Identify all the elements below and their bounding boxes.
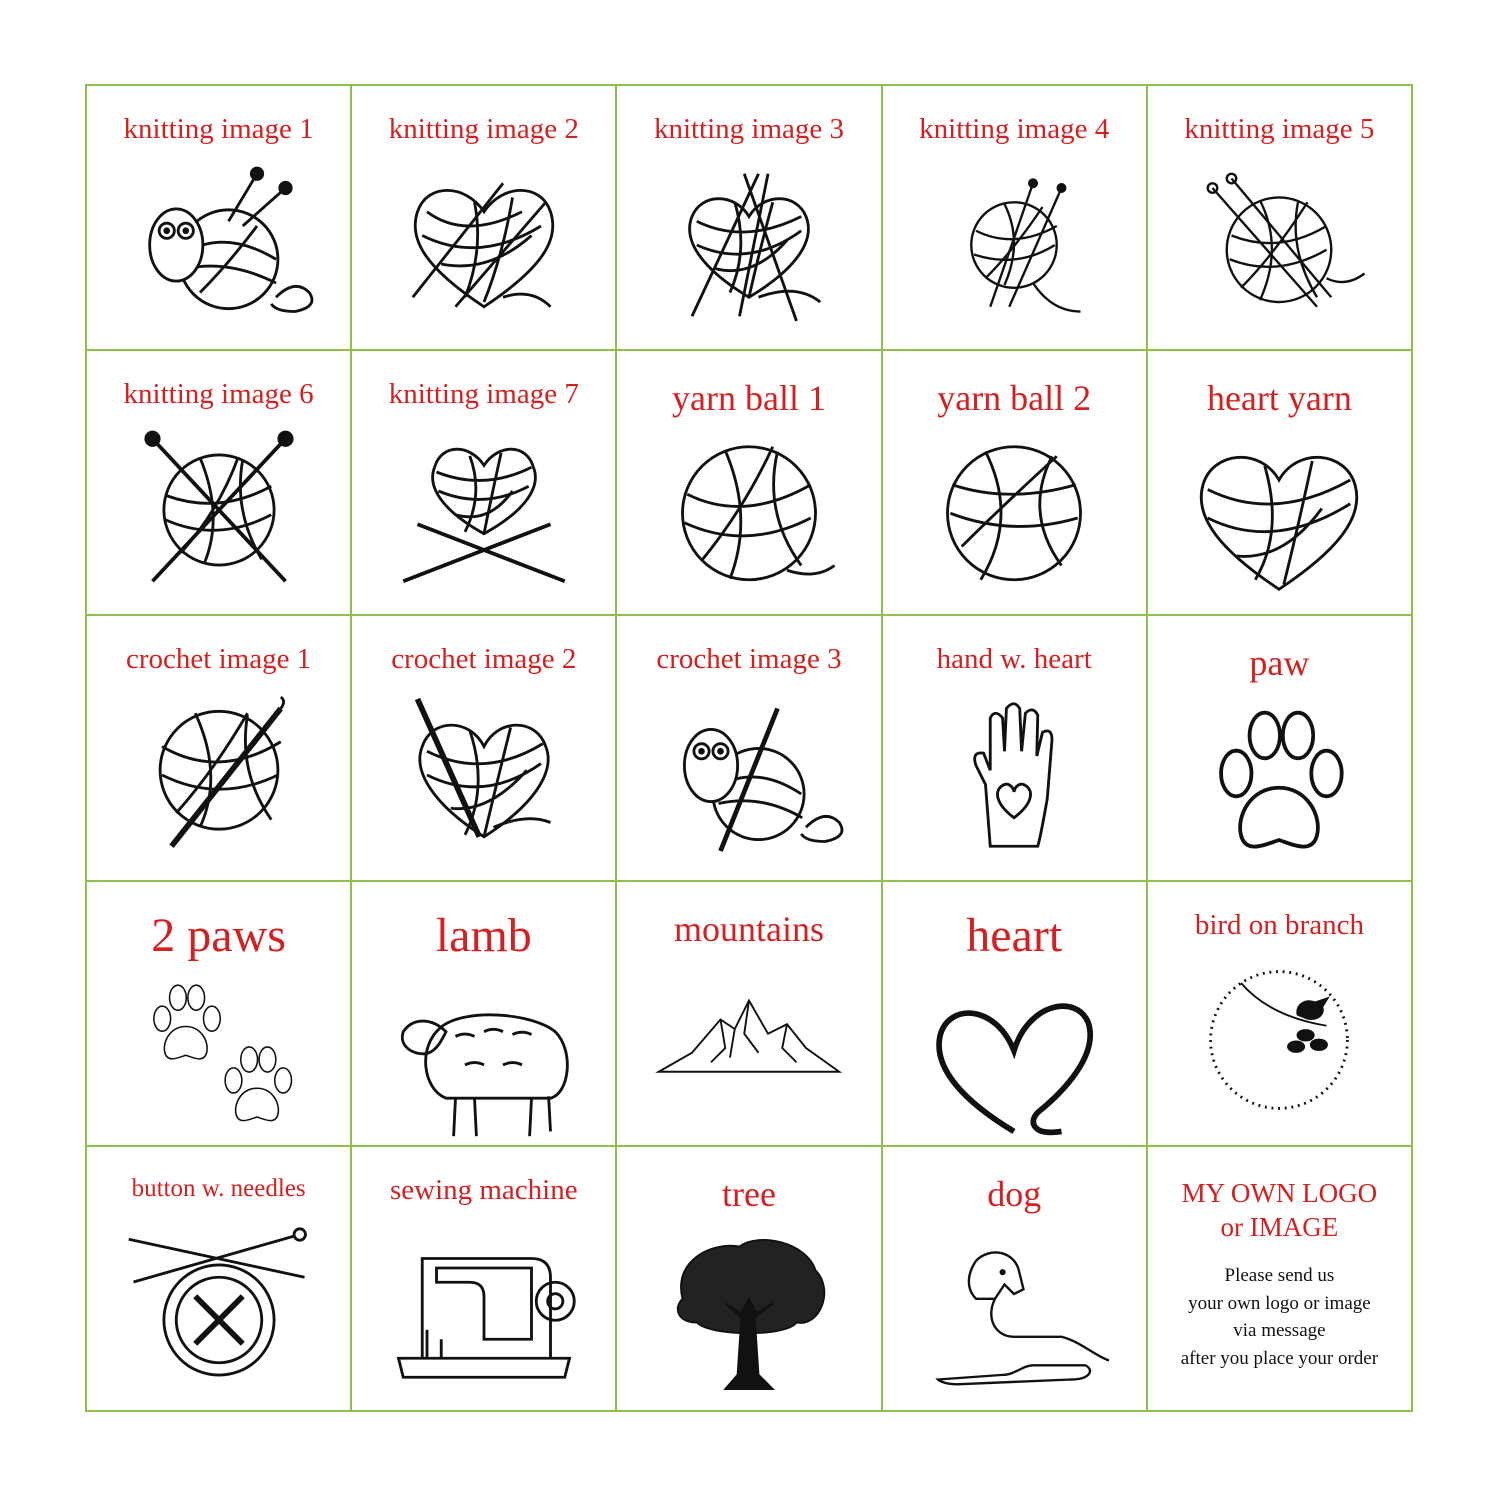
tile-label: crochet image 1	[126, 643, 312, 676]
sheep-yarn-needles-icon	[124, 160, 314, 330]
tile-label: dog	[987, 1173, 1042, 1214]
tile-knitting-image-3[interactable]	[617, 86, 882, 351]
own-logo-body-line1: Please send us	[1224, 1265, 1335, 1287]
tile-label: 2 paws	[151, 908, 286, 962]
tile-mountains[interactable]	[617, 882, 882, 1147]
tile-label: button w. needles	[131, 1174, 306, 1202]
lamb-icon	[389, 976, 579, 1144]
yarn-ball-crossed-needles-icon	[124, 425, 314, 595]
mountains-icon	[654, 963, 844, 1133]
tile-label: heart yarn	[1206, 378, 1352, 419]
tile-label: bird on branch	[1194, 908, 1364, 941]
yarn-ball-icon	[919, 433, 1109, 603]
tile-label: tree	[722, 1173, 776, 1214]
tile-label: yarn ball 2	[937, 378, 1092, 419]
own-logo-body-line4: after you place your order	[1180, 1347, 1379, 1369]
tile-heart[interactable]	[883, 882, 1148, 1147]
sewing-machine-icon	[389, 1221, 579, 1391]
tile-knitting-image-5[interactable]	[1148, 86, 1413, 351]
own-logo-body-line3: via message	[1233, 1320, 1326, 1342]
tile-knitting-image-4[interactable]	[883, 86, 1148, 351]
bird-on-branch-icon	[1184, 955, 1374, 1125]
own-logo-title-line2: or IMAGE	[1220, 1211, 1339, 1242]
tile-tree[interactable]	[617, 1147, 882, 1412]
tile-label: knitting image 4	[919, 113, 1110, 145]
heart-yarn-needles-icon	[654, 160, 844, 330]
yarn-ball-needles-icon	[919, 160, 1109, 330]
tile-crochet-image-1[interactable]	[87, 616, 352, 881]
tile-knitting-image-1[interactable]	[87, 86, 352, 351]
paw-icon	[1184, 698, 1374, 868]
tile-label: heart	[966, 908, 1063, 962]
tile-lamb[interactable]	[352, 882, 617, 1147]
tile-label: paw	[1249, 643, 1310, 684]
heart-yarn-crossed-needles-icon	[389, 425, 579, 595]
tile-label: crochet image 2	[391, 643, 577, 676]
tile-label: knitting image 1	[123, 113, 314, 145]
tile-crochet-image-3[interactable]	[617, 616, 882, 881]
dog-icon	[919, 1228, 1109, 1398]
tile-yarn-ball-2[interactable]	[883, 351, 1148, 616]
own-logo-instructions	[1181, 1262, 1378, 1372]
heart-yarn-crochet-hook-icon	[389, 690, 579, 860]
tile-dog[interactable]	[883, 1147, 1148, 1412]
tile-sewing-machine[interactable]	[352, 1147, 617, 1412]
heart-yarn-needles-icon	[389, 160, 579, 330]
yarn-ball-icon	[654, 433, 844, 603]
two-paws-icon	[124, 976, 314, 1144]
heart-yarn-icon	[1184, 433, 1374, 603]
tile-label: knitting image 2	[388, 113, 579, 145]
tile-hand-w-heart[interactable]	[883, 616, 1148, 881]
tile-label: crochet image 3	[656, 643, 842, 676]
tile-label: sewing machine	[389, 1173, 578, 1206]
tile-bird-on-branch[interactable]	[1148, 882, 1413, 1147]
tile-yarn-ball-1[interactable]	[617, 351, 882, 616]
tile-my-own-logo[interactable]	[1148, 1147, 1413, 1412]
tile-paw[interactable]	[1148, 616, 1413, 881]
tile-label: mountains	[673, 908, 824, 949]
tree-icon	[654, 1228, 844, 1398]
tile-label: knitting image 5	[1184, 113, 1375, 145]
own-logo-body-line2: your own logo or image	[1188, 1292, 1371, 1314]
tile-crochet-image-2[interactable]	[352, 616, 617, 881]
heart-outline-icon	[919, 976, 1109, 1144]
sheep-yarn-crochet-hook-icon	[654, 690, 844, 860]
tile-label: yarn ball 1	[672, 378, 826, 419]
tile-button-w-needles[interactable]	[87, 1147, 352, 1412]
image-options-grid	[85, 84, 1413, 1412]
own-logo-title	[1182, 1177, 1377, 1245]
tile-label: knitting image 7	[388, 378, 579, 411]
button-needles-icon	[124, 1216, 314, 1386]
tile-label: hand w. heart	[936, 643, 1092, 676]
tile-heart-yarn[interactable]	[1148, 351, 1413, 616]
tile-knitting-image-6[interactable]	[87, 351, 352, 616]
yarn-ball-needles-icon	[1184, 160, 1374, 330]
tile-knitting-image-7[interactable]	[352, 351, 617, 616]
tile-2-paws[interactable]	[87, 882, 352, 1147]
tile-knitting-image-2[interactable]	[352, 86, 617, 351]
tile-label: knitting image 6	[123, 378, 314, 411]
hand-heart-icon	[919, 690, 1109, 860]
tile-label: lamb	[435, 908, 532, 962]
tile-label: knitting image 3	[653, 113, 845, 145]
own-logo-title-line1: MY OWN LOGO	[1181, 1177, 1378, 1208]
yarn-ball-crochet-hook-icon	[124, 690, 314, 860]
